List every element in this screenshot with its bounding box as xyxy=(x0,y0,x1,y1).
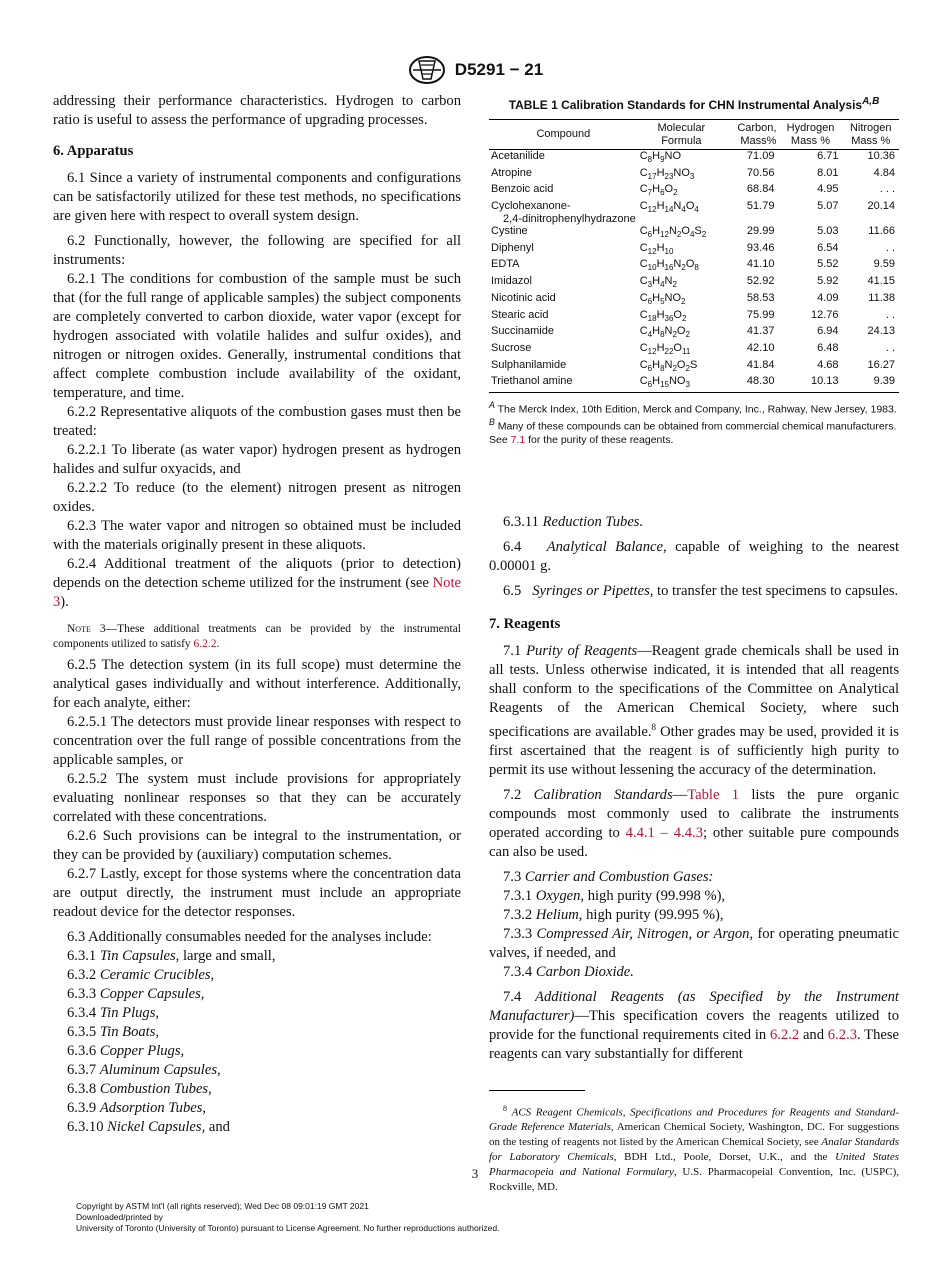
cell-formula: $C_{12}H_{14}N_4O_4$ xyxy=(639,200,699,215)
table-row xyxy=(489,292,899,309)
list-item: 6.3.7 Aluminum Capsules, xyxy=(67,1062,221,1078)
paragraph-7-1: 7.1 Purity of Reagents—Reagent grade chemicals shall be used in all tests. Unless otherwise indicated, it is intended that all reagents shall conform to the specifications of the Committee on Analytical Reagents of the American Chemical Society, where such specifications are available.$^8$ Other grades may be used, provided it is first ascertained that the reagent is of sufficiently high purity to permit its use without lessening the accuracy of the determination. xyxy=(489,642,899,778)
table-footnotes xyxy=(489,399,899,447)
paragraph-6-2-5: 6.2.5 The detection system (in its full scope) must determine the analytical gases individually and without interference. Additionally, for each analyte, either: xyxy=(53,657,461,711)
list-item: 6.3.6 Copper Plugs, xyxy=(67,1043,185,1059)
paragraph-6-2-2: 6.2.2 Representative aliquots of the combustion gases must then be treated: xyxy=(53,404,461,439)
cell-compound: Cyclohexanone- 2,4-dinitrophenylhydrazone xyxy=(491,200,636,225)
table-row xyxy=(489,325,899,342)
section-7-1-link[interactable]: 7.1 xyxy=(510,433,526,446)
paragraph-6-3: 6.3 Additionally consumables needed for the analyses include: xyxy=(67,929,432,945)
note-3-link[interactable]: Note 3 xyxy=(53,575,461,610)
section-6-2-3-link[interactable]: 6.2.3 xyxy=(827,1026,857,1043)
table-row xyxy=(489,375,899,392)
paragraph-7-2: 7.2 Calibration Standards—Table 1 lists the pure organic compounds most commonly used to calibrate the instruments operated according to 4.4.1 – 4.4.3; other suitable pure compounds can also be used. xyxy=(489,786,900,860)
table-row xyxy=(489,258,899,275)
cell-carbon: 29.99 xyxy=(746,225,775,238)
cell-nitrogen: 10.36 xyxy=(867,150,895,162)
paragraph-6-2-7: 6.2.7 Lastly, except for those systems where the concentration data are output directly, the instrument must include an appropriate readout device for the detector responses. xyxy=(53,866,461,920)
cell-compound: Acetanilide xyxy=(491,150,545,162)
cell-formula: $C_{12}H_{22}O_{11}$ xyxy=(639,341,691,357)
table-footnote-a: $^A$ The Merck Index, 10th Edition, Merck and Company, Inc., Rahway, New Jersey, 1983. xyxy=(489,399,897,416)
cell-nitrogen: . . xyxy=(885,241,895,254)
paragraph-6-2: 6.2 Functionally, however, the following are specified for all instruments: xyxy=(53,233,461,268)
cell-nitrogen: 4.84 xyxy=(873,166,895,179)
cell-hydrogen: 8.01 xyxy=(817,166,839,179)
cell-nitrogen: 11.38 xyxy=(868,291,895,304)
table-body xyxy=(489,150,899,393)
cell-hydrogen: 5.07 xyxy=(817,200,839,213)
list-item: 6.3.10 Nickel Capsules, and xyxy=(67,1119,230,1135)
table-row xyxy=(489,242,899,259)
cell-nitrogen: 20.14 xyxy=(867,200,895,213)
cell-compound: Imidazol xyxy=(491,275,532,288)
paragraph-7-3-3: 7.3.3 Compressed Air, Nitrogen, or Argon, for operating pneumatic valves, if needed, and xyxy=(489,925,899,961)
cell-compound: Sulphanilamide xyxy=(491,358,567,371)
table-row xyxy=(489,342,899,359)
cell-compound: Succinamide xyxy=(491,325,554,338)
cell-compound: Atropine xyxy=(491,166,532,179)
cell-carbon: 41.37 xyxy=(746,325,775,338)
footnote-divider xyxy=(489,1090,585,1091)
cell-hydrogen: 4.09 xyxy=(817,291,839,304)
cell-carbon: 41.10 xyxy=(746,258,775,271)
cell-nitrogen: . . . xyxy=(879,183,895,196)
cell-carbon: 70.56 xyxy=(746,166,775,179)
cell-hydrogen: 4.68 xyxy=(817,358,839,371)
cell-compound: EDTA xyxy=(491,258,520,271)
paragraph-6-2-3: 6.2.3 The water vapor and nitrogen so obtained must be included with the materials originally present in these aliquots. xyxy=(53,518,461,553)
cell-formula: $C_{17}H_{23}NO_3$ xyxy=(639,166,695,181)
cell-hydrogen: 6.54 xyxy=(817,241,839,254)
table-row xyxy=(489,150,899,167)
paragraph-7-4: 7.4 Additional Reagents (as Specified by the Instrument Manufacturer)—This specification covers the reagents utilized to provide for the functional requirements cited in 6.2.2 and 6.2.3. These reagents can vary substantially for different xyxy=(489,988,899,1062)
cell-formula: $C_3H_4N_2$ xyxy=(639,275,677,290)
cell-compound: Diphenyl xyxy=(491,241,534,254)
cell-compound: Stearic acid xyxy=(491,308,549,321)
cell-compound: Triethanol amine xyxy=(491,375,573,388)
cell-carbon: 71.09 xyxy=(746,150,775,162)
list-item: 6.3.2 Ceramic Crucibles, xyxy=(67,967,215,983)
cell-compound: Sucrose xyxy=(491,341,532,354)
paragraph-7-3: 7.3 Carrier and Combustion Gases: xyxy=(503,868,714,885)
col-header-carbon: Carbon, Mass% xyxy=(737,122,777,147)
cell-carbon: 42.10 xyxy=(746,341,775,354)
note-3: Note 3—These additional treatments can be provided by the instrumental components utilized to satisfy 6.2.2. xyxy=(53,623,462,650)
document-id: D5291 − 21 xyxy=(454,60,544,79)
cell-nitrogen: 41.15 xyxy=(867,275,895,288)
section-6-heading: 6. Apparatus xyxy=(53,143,134,159)
paragraph-6-2-1: 6.2.1 The conditions for combustion of the sample must be such that (for the full range of applicable samples) the subject components are completely converted to carbon dioxide, water vapor (except for hydrogen associated with volatile halides and sulfur oxides), and nitrogen or nitrogen oxides. Generally, instrumental conditions that affect complete combustion include availability of the oxidant, temperature, and time. xyxy=(53,271,461,401)
cell-nitrogen: . . xyxy=(885,341,895,354)
paragraph-6-4: 6.4 Analytical Balance, capable of weighing to the nearest 0.00001 g. xyxy=(489,538,899,574)
list-item: 6.3.5 Tin Boats, xyxy=(67,1024,160,1040)
table-row xyxy=(489,309,899,326)
cell-nitrogen: 24.13 xyxy=(867,325,895,338)
table-row xyxy=(489,225,899,242)
cell-carbon: 93.46 xyxy=(746,241,775,254)
cell-nitrogen: 11.66 xyxy=(868,225,895,238)
page-number: 3 xyxy=(471,1166,479,1181)
cell-formula: $C_{10}H_{16}N_2O_8$ xyxy=(639,258,699,273)
list-item: 6.3.8 Combustion Tubes, xyxy=(67,1081,212,1097)
paragraph-7-3-2: 7.3.2 Helium, high purity (99.995 %), xyxy=(503,906,724,923)
cell-formula: $C_{18}H_{36}O_2$ xyxy=(639,308,687,323)
paragraph-6-2-5-1: 6.2.5.1 The detectors must provide linear responses with respect to concentration over the full range of possible concentrations from the applicable samples, or xyxy=(53,714,461,768)
paragraph-6-3-11: 6.3.11 Reduction Tubes. xyxy=(503,513,644,530)
astm-logo-icon xyxy=(407,55,447,85)
paragraph-6-2-5-2: 6.2.5.2 The system must include provisions for appropriately evaluating nonlinear responses so that they can be accurately correlated with these concentrations. xyxy=(53,771,461,825)
table-row xyxy=(489,200,899,225)
cell-hydrogen: 6.48 xyxy=(817,341,839,354)
section-6-2-2-link[interactable]: 6.2.2 xyxy=(769,1026,800,1043)
cell-nitrogen: 9.39 xyxy=(873,375,895,388)
cell-formula: $C_6H_{12}N_2O_4S_2$ xyxy=(639,225,707,240)
cell-carbon: 51.79 xyxy=(746,200,775,213)
cell-nitrogen: 9.59 xyxy=(873,258,895,271)
section-6-2-2-link[interactable]: 6.2.2 xyxy=(193,638,217,650)
list-item: 6.3.9 Adsorption Tubes, xyxy=(67,1100,207,1116)
cell-carbon: 58.53 xyxy=(746,291,775,304)
cell-compound: Nicotinic acid xyxy=(491,291,556,304)
table-row xyxy=(489,183,899,200)
copyright-notice: Copyright by ASTM Int'l (all rights reserved); Wed Dec 08 09:01:19 GMT 2021 Downloaded/printed by University of Toronto (University of Toronto) pursuant to License Agreement. No further reproductions authorized. xyxy=(76,1201,500,1233)
col-header-hydrogen: Hydrogen Mass % xyxy=(786,122,835,147)
page-header xyxy=(0,55,950,85)
cell-formula: $C_4H_8N_2O_2$ xyxy=(639,325,690,340)
paragraph-7-3-1: 7.3.1 Oxygen, high purity (99.998 %), xyxy=(503,887,726,904)
left-column xyxy=(53,92,461,1137)
cell-compound: Benzoic acid xyxy=(491,183,554,196)
table-row xyxy=(489,359,899,376)
cell-hydrogen: 6.71 xyxy=(817,150,839,162)
cell-hydrogen: 5.03 xyxy=(817,225,839,238)
cell-formula: $C_{12}H_{10}$ xyxy=(639,241,674,256)
section-7-heading: 7. Reagents xyxy=(489,615,561,632)
paragraph-6-1: 6.1 Since a variety of instrumental components and configurations can be satisfactorily utilized for these test methods, no specifications are given here with respect to overall system design. xyxy=(53,170,461,224)
section-4-4-link[interactable]: 4.4.1 – 4.4.3 xyxy=(625,824,703,841)
cell-compound: Cystine xyxy=(491,225,528,238)
cell-carbon: 75.99 xyxy=(746,308,775,321)
col-header-formula: Molecular Formula xyxy=(657,122,706,147)
table-header-row xyxy=(489,120,899,150)
cell-formula: $C_6H_5NO_2$ xyxy=(639,291,686,306)
cell-nitrogen: 16.27 xyxy=(867,358,895,371)
table-1-caption: TABLE 1 Calibration Standards for CHN Instrumental Analysis$^{A,B}$ xyxy=(508,96,880,112)
cell-hydrogen: 6.94 xyxy=(817,325,839,338)
paragraph-6-2-6: 6.2.6 Such provisions can be integral to the instrumentation, or they can be provided by (auxiliary) computation schemes. xyxy=(53,828,461,863)
paragraph-6-5: 6.5 Syringes or Pipettes, to transfer the test specimens to capsules. xyxy=(503,582,899,599)
consumables-list xyxy=(53,947,461,1137)
cell-hydrogen: 12.76 xyxy=(810,308,839,321)
paragraph-7-3-4: 7.3.4 Carbon Dioxide. xyxy=(503,963,634,980)
cell-hydrogen: 10.13 xyxy=(810,375,839,388)
cell-hydrogen: 5.52 xyxy=(817,258,839,271)
footnote-8: $^8$ ACS Reagent Chemicals, Specifications and Procedures for Reagents and Standard-Grade Reference Materials, American Chemical Society, Washington, DC. For suggestions on the testing of reagents not listed by the American Chemical Society, see Analar Standards for Laboratory Chemicals, BDH Ltd., Poole, Dorset, U.K., and the United States Pharmacopeia and National Formulary, U.S. Pharmacopeial Convention, Inc. (USPC), Rockville, MD. xyxy=(489,1103,900,1194)
col-header-compound: Compound xyxy=(536,128,591,141)
cell-nitrogen: . . xyxy=(885,308,895,321)
paragraph-6-2-2-1: 6.2.2.1 To liberate (as water vapor) hydrogen present as hydrogen halides and sulfur oxyacids, and xyxy=(53,442,461,477)
cell-formula: $C_6H_{15}NO_3$ xyxy=(639,375,690,390)
intro-paragraph: addressing their performance characteristics. Hydrogen to carbon ratio is useful to assess the performance of upgrading processes. xyxy=(53,93,461,128)
table-1-link[interactable]: Table 1 xyxy=(687,786,740,803)
table-footnote-b: $^B$ Many of these compounds can be obtained from commercial chemical manufacturers. See 7.1 for the purity of these reagents. xyxy=(489,417,897,446)
cell-carbon: 52.92 xyxy=(746,275,775,288)
right-column xyxy=(489,92,899,1195)
cell-carbon: 48.30 xyxy=(746,375,775,388)
calibration-standards-table xyxy=(489,119,899,393)
cell-hydrogen: 5.92 xyxy=(817,275,839,288)
cell-formula: $C_6H_8N_2O_2S$ xyxy=(639,358,698,373)
list-item: 6.3.4 Tin Plugs, xyxy=(67,1005,160,1021)
col-header-nitrogen: Nitrogen Mass % xyxy=(849,122,892,147)
cell-formula: $C_8H_9NO$ xyxy=(639,150,682,165)
cell-carbon: 68.84 xyxy=(746,183,775,196)
list-item: 6.3.3 Copper Capsules, xyxy=(67,986,205,1002)
table-row xyxy=(489,275,899,292)
paragraph-6-2-4: 6.2.4 Additional treatment of the aliquots (prior to detection) depends on the detection scheme utilized for the instrument (see Note 3). xyxy=(53,556,461,610)
cell-formula: $C_7H_6O_2$ xyxy=(639,183,678,198)
cell-carbon: 41.84 xyxy=(746,358,775,371)
list-item: 6.3.1 Tin Capsules, large and small, xyxy=(67,948,276,964)
paragraph-6-2-2-2: 6.2.2.2 To reduce (to the element) nitrogen present as nitrogen oxides. xyxy=(53,480,461,515)
table-row xyxy=(489,167,899,184)
cell-hydrogen: 4.95 xyxy=(817,183,839,196)
